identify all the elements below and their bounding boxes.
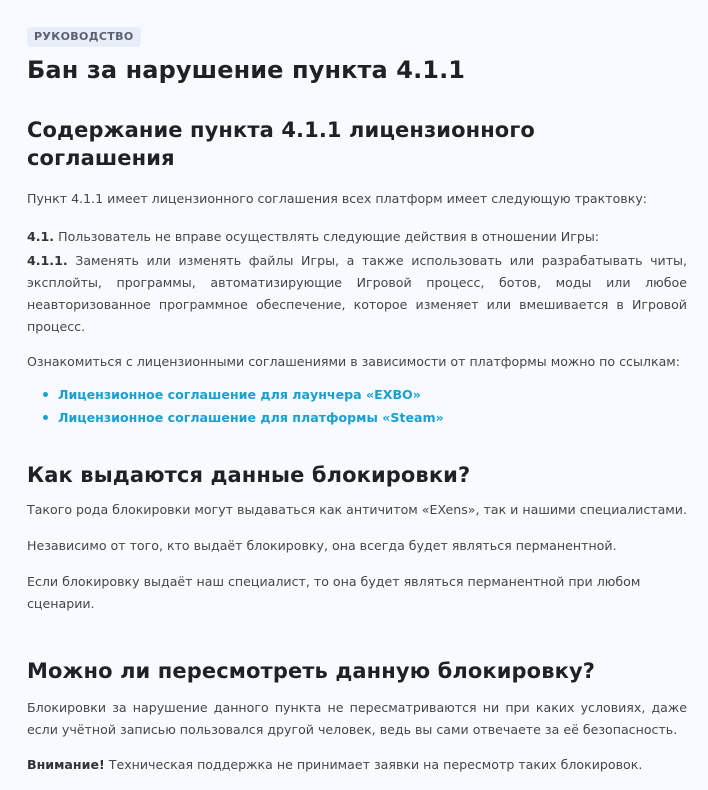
ban-review-heading: Можно ли пересмотреть данную блокировку? (27, 659, 596, 683)
warning-label: Внимание! (27, 757, 105, 772)
license-links-intro: Ознакомиться с лицензионными соглашениями в зависимости от платформы можно по ссылкам: (27, 354, 681, 369)
ban-issue-section (27, 461, 687, 615)
license-clause-heading: Содержание пункта 4.1.1 лицензионного соглашения (27, 118, 535, 170)
clause-4-1-number: 4.1. (27, 229, 55, 244)
bullet-icon (43, 415, 48, 420)
license-links-list (27, 383, 687, 429)
license-clause-section (27, 116, 687, 429)
license-clause-intro: Пункт 4.1.1 имеет лицензионного соглашения всех платформ имеет следующую трактовку: (27, 191, 648, 206)
bullet-icon (43, 392, 48, 397)
support-warning (27, 754, 687, 776)
clause-4-1-text: Пользователь не вправе осуществлять следующие действия в отношении Игры: (58, 229, 600, 244)
guide-badge: РУКОВОДСТВО (27, 27, 141, 47)
article-content (27, 25, 687, 790)
ban-issue-paragraph-3: Если блокировку выдаёт наш специалист, то она будет являться перманентной при любом сценарии. (27, 574, 641, 611)
clause-4-1 (27, 226, 687, 248)
ban-issue-paragraph-1: Такого рода блокировки могут выдаваться как античитом «EXens», так и нашими специалистами. (27, 502, 687, 517)
launcher-license-link[interactable] (58, 383, 687, 406)
steam-license-link[interactable] (58, 406, 687, 429)
clause-4-1-1 (27, 250, 687, 338)
clause-4-1-1-number: 4.1.1. (27, 253, 68, 268)
ban-issue-heading: Как выдаются данные блокировки? (27, 463, 471, 487)
ban-review-section (27, 657, 687, 776)
clause-4-1-1-text: Заменять или изменять файлы Игры, а также использовать или разрабатывать читы, эксплойты, программы, автоматизирующие Игровой процесс, ботов, моды или любое неавторизованное программное обеспечение, которое изменяет или вмешивается в Игровой процесс. (27, 253, 687, 334)
warning-text: Техническая поддержка не принимает заявки на пересмотр таких блокировок. (108, 757, 643, 772)
page-title: Бан за нарушение пункта 4.1.1 (27, 56, 466, 84)
launcher-license-link-label[interactable]: Лицензионное соглашение для лаунчера «EXBO» (58, 387, 421, 402)
steam-license-link-label[interactable]: Лицензионное соглашение для платформы «Steam» (58, 410, 444, 425)
ban-issue-paragraph-2: Независимо от того, кто выдаёт блокировку, она всегда будет являться перманентной. (27, 538, 617, 553)
ban-review-paragraph: Блокировки за нарушение данного пункта не пересматриваются ни при каких условиях, даже если учётной записью пользовался другой человек, ведь вы сами отвечаете за её безопасность. (27, 700, 687, 737)
